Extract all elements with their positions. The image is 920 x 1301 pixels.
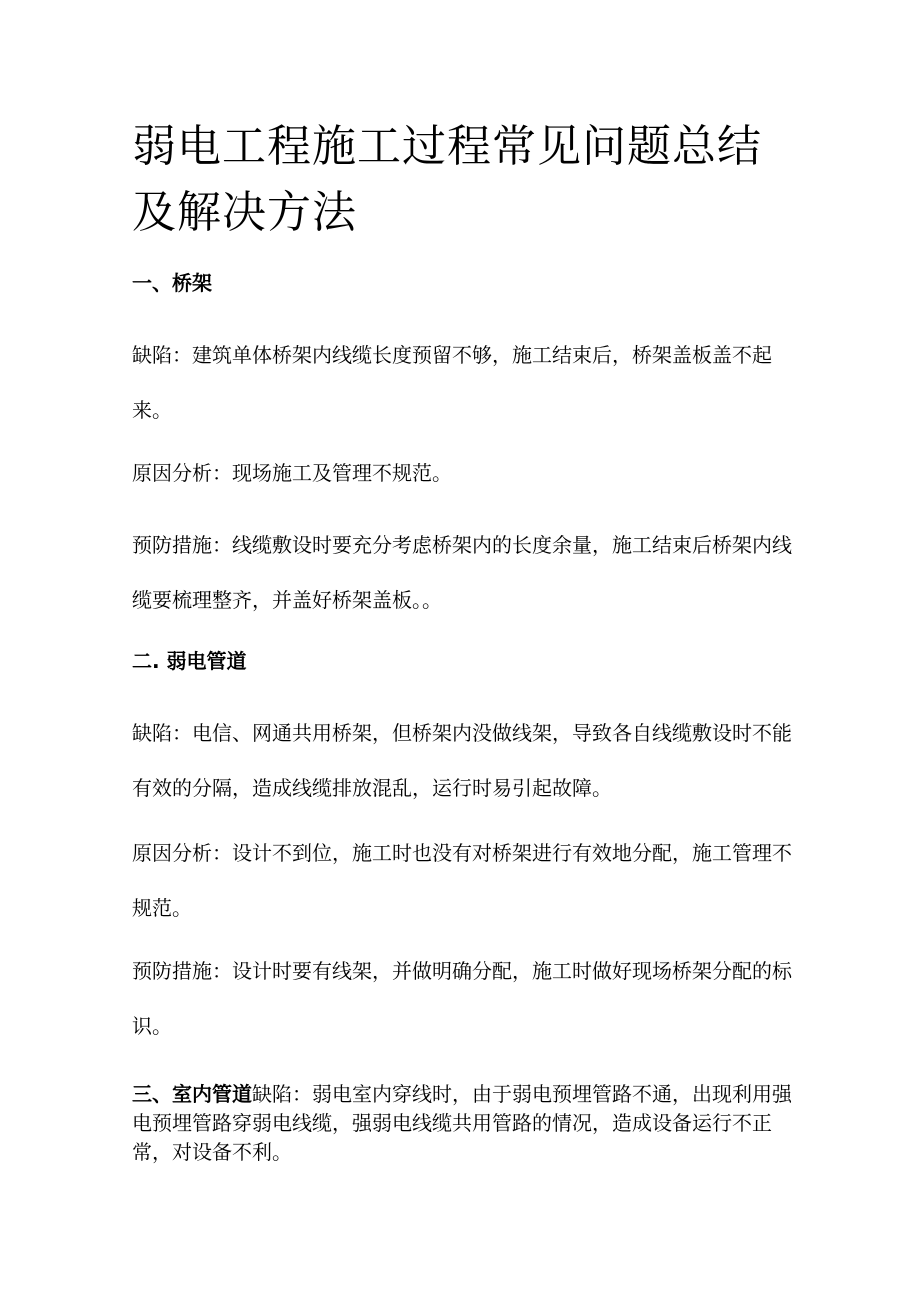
document-title: 弱电工程施工过程常见问题总结及解决方法 — [132, 121, 762, 238]
section-heading-cable-tray: 一、桥架 — [132, 271, 212, 295]
section2-prevention-paragraph: 预防措施：设计时要有线架，并做明确分配，施工时做好现场桥架分配的标识。 — [132, 959, 792, 1038]
section-heading-weak-current-pipeline: 二. 弱电管道 — [132, 649, 247, 673]
section3-defect-text: 缺陷：弱电室内穿线时，由于弱电预埋管路不通，出现利用强电预埋管路穿弱电线缆，强弱电线缆共用管路的情况，造成设备运行不正常，对设备不利。 — [132, 1082, 792, 1164]
section-heading-indoor-pipeline: 三、室内管道 — [132, 1082, 252, 1106]
section1-defect-paragraph: 缺陷：建筑单体桥架内线缆长度预留不够，施工结束后，桥架盖板盖不起来。 — [132, 343, 772, 422]
section2-defect-paragraph: 缺陷：电信、网通共用桥架，但桥架内没做线架，导致各自线缆敷设时不能有效的分隔，造成线缆排放混乱，运行时易引起故障。 — [132, 721, 792, 800]
section1-prevention-paragraph: 预防措施：线缆敷设时要充分考虑桥架内的长度余量，施工结束后桥架内线缆要梳理整齐，并盖好桥架盖板。。 — [132, 533, 792, 612]
section2-cause-paragraph: 原因分析：设计不到位，施工时也没有对桥架进行有效地分配，施工管理不规范。 — [132, 841, 792, 920]
section3-paragraph — [132, 1080, 797, 1167]
section1-cause-paragraph: 原因分析：现场施工及管理不规范。 — [132, 461, 452, 485]
